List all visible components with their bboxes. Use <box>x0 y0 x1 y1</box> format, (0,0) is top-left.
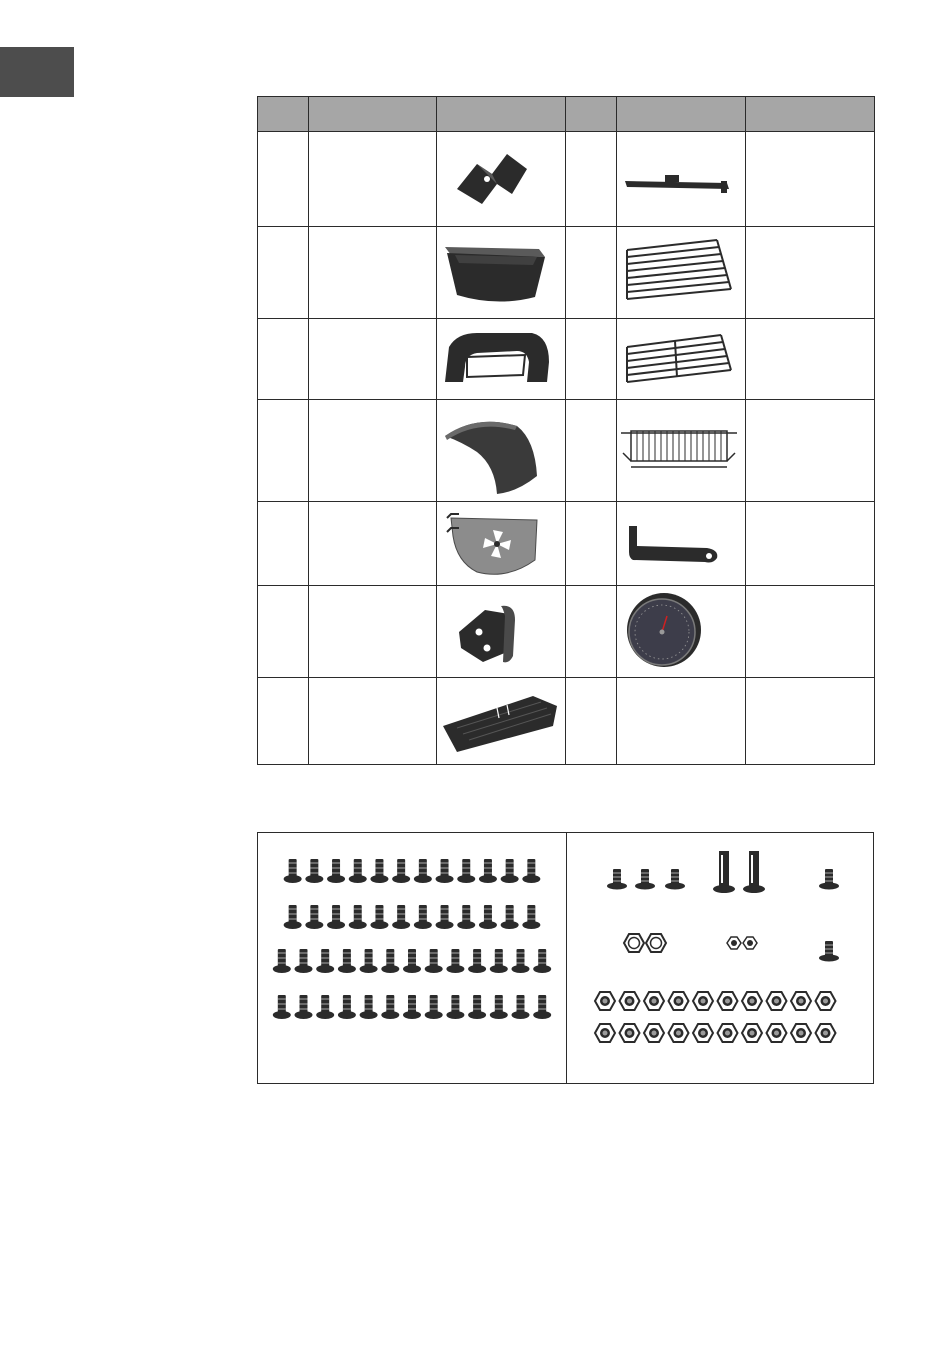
table-row <box>258 400 875 502</box>
washer-icon <box>624 934 757 952</box>
bolt-icon <box>436 905 454 929</box>
nut-icon <box>595 1024 615 1042</box>
bolt-icon <box>522 905 540 929</box>
bolt-icon <box>457 859 475 883</box>
thermometer-icon <box>617 588 707 676</box>
header-cell <box>746 97 875 132</box>
nut-icon <box>693 992 713 1010</box>
nut-icon <box>669 992 689 1010</box>
bolt-icon <box>392 859 410 883</box>
bolt-icon <box>360 995 378 1019</box>
part-image-cell <box>617 132 746 227</box>
nut-icon <box>816 992 836 1010</box>
bolt-icon <box>305 859 323 883</box>
bolt-icon <box>349 905 367 929</box>
bolt-icon <box>295 949 313 973</box>
bolt-icon <box>392 905 410 929</box>
bolt-icon <box>305 905 323 929</box>
warming-rack-icon <box>617 421 741 481</box>
bolt-icon <box>468 949 486 973</box>
part-image-cell <box>437 400 566 502</box>
bolt-icon <box>490 949 508 973</box>
part-image-cell <box>617 502 746 586</box>
bolt-icon <box>414 905 432 929</box>
bolt-icon <box>316 949 334 973</box>
hinge-icon <box>437 592 537 672</box>
bolt-icon <box>446 949 464 973</box>
bolt-icon <box>457 905 475 929</box>
part-image-cell <box>437 227 566 319</box>
bolt-icon <box>327 905 345 929</box>
part-image-cell <box>617 319 746 400</box>
bolt-icon <box>501 859 519 883</box>
table-row <box>258 678 875 765</box>
bolt-icon <box>360 949 378 973</box>
nut-icon <box>767 992 787 1010</box>
part-image-cell <box>617 227 746 319</box>
part-image-cell <box>437 678 566 765</box>
bolt-icon <box>403 949 421 973</box>
bolt-icon <box>370 905 388 929</box>
bracket-icon <box>437 139 547 219</box>
heat-deflector-icon <box>437 686 561 756</box>
table-row <box>258 502 875 586</box>
table-row <box>258 132 875 227</box>
bolt-icon <box>327 859 345 883</box>
header-cell <box>309 97 437 132</box>
part-image-cell <box>437 502 566 586</box>
table-row <box>258 586 875 678</box>
bolt-icon <box>468 995 486 1019</box>
warming-grate-icon <box>617 327 737 392</box>
table-row <box>258 227 875 319</box>
nut-icon <box>742 992 762 1010</box>
curved-plate-icon <box>437 406 547 496</box>
table-row <box>258 319 875 400</box>
bolt-icon <box>381 995 399 1019</box>
nut-icon <box>644 1024 664 1042</box>
air-damper-icon <box>437 506 547 581</box>
nut-icon <box>791 1024 811 1042</box>
header-cell <box>437 97 566 132</box>
header-cell <box>566 97 617 132</box>
support-bar-icon <box>617 159 737 199</box>
part-image-cell <box>617 586 746 678</box>
nut-icon <box>669 1024 689 1042</box>
nut-icon <box>816 1024 836 1042</box>
nut-icon <box>595 992 615 1010</box>
bolt-icon <box>490 995 508 1019</box>
nut-icon <box>620 992 640 1010</box>
bolt-icon <box>512 995 530 1019</box>
handle-bracket-icon <box>617 516 727 571</box>
bolt-icon <box>295 995 313 1019</box>
bolt-grid <box>258 833 566 1083</box>
bolt-icon <box>403 995 421 1019</box>
long-bolt-icon <box>713 851 765 893</box>
bolt-icon <box>273 949 291 973</box>
bolt-icon <box>436 859 454 883</box>
bolt-icon <box>338 949 356 973</box>
table-header-row <box>258 97 875 132</box>
part-image-cell <box>617 678 746 765</box>
bolt-icon <box>501 905 519 929</box>
bolt-icon <box>381 949 399 973</box>
hardware-nuts-art <box>567 833 874 1083</box>
bolt-icon <box>273 995 291 1019</box>
bolt-icon <box>284 859 302 883</box>
bolt-icon <box>284 905 302 929</box>
bolt-icon <box>533 949 551 973</box>
firebox-tray-icon <box>437 235 552 310</box>
nut-icon <box>742 1024 762 1042</box>
bolt-icon <box>446 995 464 1019</box>
bolt-icon <box>607 869 685 890</box>
hardware-nuts-panel <box>567 833 874 1083</box>
bolt-icon <box>425 995 443 1019</box>
bolt-icon <box>349 859 367 883</box>
part-image-cell <box>437 586 566 678</box>
part-image-cell <box>437 132 566 227</box>
bolt-icon <box>414 859 432 883</box>
bolt-icon <box>316 995 334 1019</box>
nut-icon <box>595 992 836 1042</box>
hardware-bolts-panel <box>258 833 567 1083</box>
bolt-icon <box>479 905 497 929</box>
nut-icon <box>767 1024 787 1042</box>
firebox-lid-icon <box>437 327 555 392</box>
bolt-icon <box>512 949 530 973</box>
hardware-box <box>257 832 874 1084</box>
part-image-cell <box>617 400 746 502</box>
header-cell <box>258 97 309 132</box>
bolt-icon <box>819 869 839 890</box>
bolt-icon <box>479 859 497 883</box>
bolt-icon <box>338 995 356 1019</box>
nut-icon <box>718 992 738 1010</box>
bolt-icon <box>533 995 551 1019</box>
nut-icon <box>718 1024 738 1042</box>
nut-icon <box>644 992 664 1010</box>
header-cell <box>617 97 746 132</box>
part-image-cell <box>437 319 566 400</box>
bolt-icon <box>522 859 540 883</box>
nut-icon <box>693 1024 713 1042</box>
nut-icon <box>791 992 811 1010</box>
bolt-icon <box>370 859 388 883</box>
cooking-grate-icon <box>617 235 737 310</box>
bolt-icon <box>425 949 443 973</box>
nut-icon <box>620 1024 640 1042</box>
bolt-icon <box>819 941 839 962</box>
parts-table <box>257 96 875 765</box>
language-tab <box>0 47 74 97</box>
